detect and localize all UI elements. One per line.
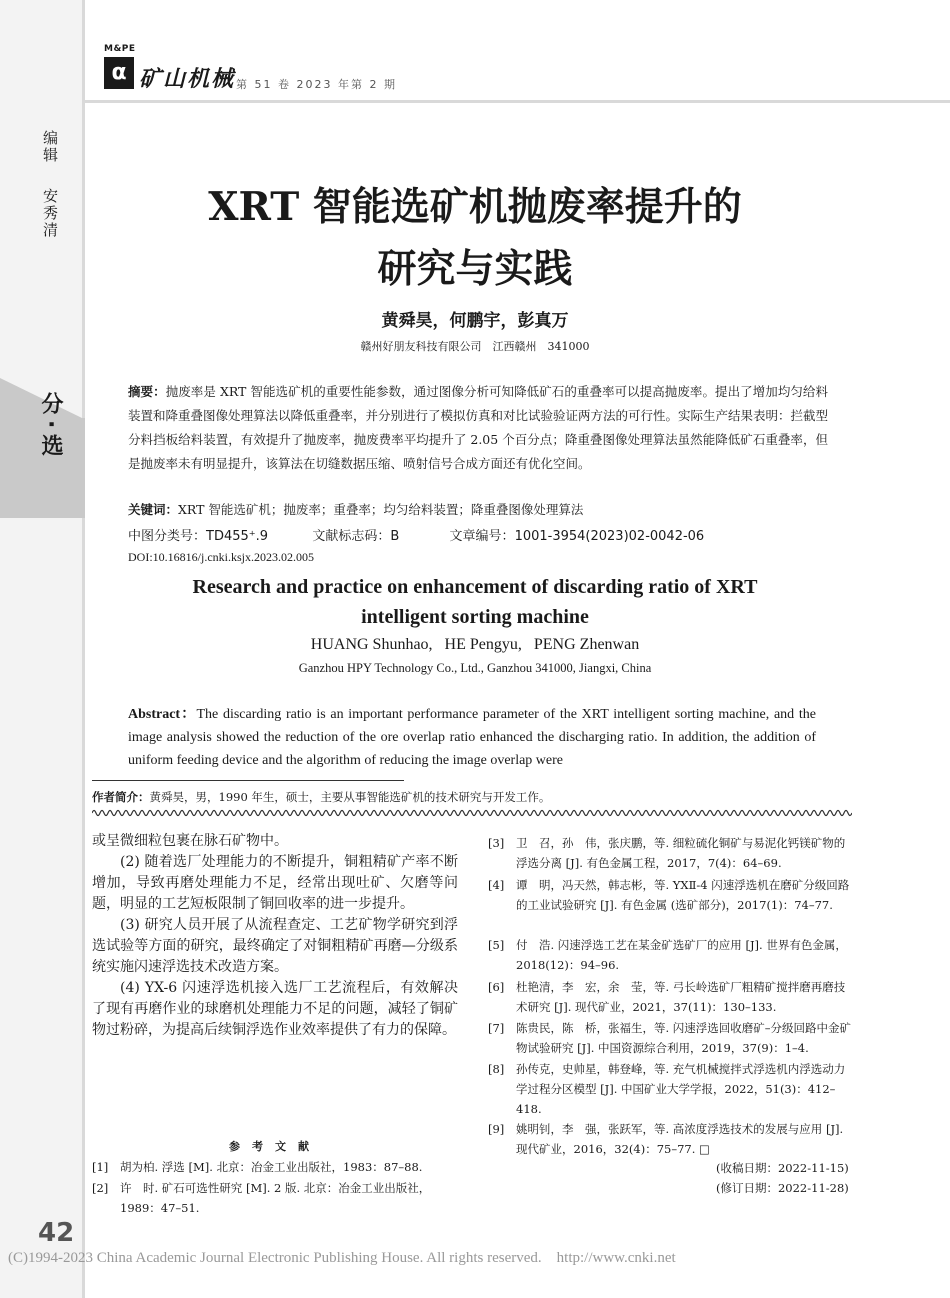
clc-value: TD455⁺.9 bbox=[206, 529, 269, 544]
abstract-cn bbox=[128, 380, 828, 476]
journal-logo-icon: α bbox=[104, 57, 134, 89]
article-title-line1: XRT 智能选矿机抛废率提升的 bbox=[208, 184, 742, 230]
english-title-line2: intelligent sorting machine bbox=[361, 606, 589, 628]
article-title-line2: 研究与实践 bbox=[377, 246, 573, 292]
page-break-divider bbox=[92, 808, 852, 818]
reference-number: [7] bbox=[488, 1021, 505, 1035]
reference-item bbox=[488, 1119, 853, 1159]
left-margin-rule bbox=[82, 0, 85, 1298]
reference-number: [8] bbox=[488, 1062, 505, 1076]
reference-text: 付 浩. 闪速浮选工艺在某金矿选矿厂的应用 [J]. 世界有色金属，2018(12)：94–96. bbox=[516, 938, 847, 972]
body-left-column bbox=[92, 831, 458, 1041]
english-authors: HUANG Shunhao, HE Pengyu, PENG Zhenwan bbox=[310, 636, 640, 653]
author-footnote-label: 作者简介： bbox=[92, 790, 150, 804]
authors: 黄舜昊，何鹏宇，彭真万 bbox=[381, 311, 569, 331]
journal-logo-text: M&PE bbox=[104, 44, 136, 54]
abstract-cn-text: 抛废率是 XRT 智能选矿机的重要性能参数，通过图像分析可知降低矿石的重叠率可以提高抛废率。提出了增加均匀给料装置和降重叠图像处理算法以降低重叠率，并分别进行了模拟仿真和对比试验验证两方法的可行性。实际生产结果表明：拦截型分料挡板给料装置，有效提升了抛废率，抛废费率平均提升了 2.05 个百分点；降重叠图像处理算法虽然能降低矿石重叠率，但是抛废率未有明显提升，该算法在切缝数据压缩、喷射信号合成方面还有优化空间。 bbox=[128, 384, 829, 471]
reference-text: 胡为柏. 浮选 [M]. 北京：冶金工业出版社，1983：87–88. bbox=[120, 1160, 423, 1174]
section-label: 分·选 bbox=[38, 392, 63, 463]
copyright-watermark: (C)1994-2023 China Academic Journal Electronic Publishing House. All rights reserved. http://www.cnki.net bbox=[8, 1250, 676, 1266]
doc-code-value: B bbox=[390, 529, 400, 544]
reference-item bbox=[488, 977, 853, 1017]
keywords-cn bbox=[128, 500, 828, 518]
reference-number: [3] bbox=[488, 836, 505, 850]
reference-text: 卫 召，孙 伟，张庆鹏，等. 细粒硫化铜矿与易泥化钙镁矿物的浮选分离 [J]. 有色金属工程，2017，7(4)：64–69. bbox=[516, 836, 846, 870]
references-title: 参考文献 bbox=[229, 1140, 321, 1153]
reference-text: 姚明钊，李 强，张跃军，等. 高浓度浮选技术的发展与应用 [J]. 现代矿业，2016，32(4)：75–77. □ bbox=[516, 1122, 844, 1156]
reference-item bbox=[92, 1178, 458, 1218]
classification-line bbox=[128, 525, 828, 544]
keywords-cn-text: XRT 智能选矿机；抛废率；重叠率；均匀给料装置；降重叠图像处理算法 bbox=[178, 502, 584, 517]
received-date: (收稿日期：2022-11-15) bbox=[716, 1161, 849, 1175]
reference-number: [2] bbox=[92, 1181, 109, 1195]
journal-name: 矿山机械 bbox=[139, 66, 236, 92]
reference-text: 杜艳清，李 宏，余 莹，等. 弓长岭选矿厂粗精矿搅拌磨再磨技术研究 [J]. 现代矿业，2021，37(11)：130–133. bbox=[516, 980, 846, 1014]
reference-item bbox=[488, 833, 853, 873]
article-no-label: 文章编号： bbox=[449, 529, 515, 544]
reference-text: 陈贵民，陈 桥，张福生，等. 闪速浮选回收磨矿–分级回路中金矿物试验研究 [J]. 中国资源综合利用，2019，37(9)：1–4. bbox=[516, 1021, 852, 1055]
header-rule bbox=[82, 100, 950, 103]
reference-number: [4] bbox=[488, 878, 505, 892]
reference-text: 许 时. 矿石可选性研究 [M]. 2 版. 北京：冶金工业出版社，1989：47–51. bbox=[120, 1181, 431, 1215]
body-paragraph: (3) 研究人员开展了从流程查定、工艺矿物学研究到浮选试验等方面的研究，最终确定了对铜粗精矿再磨—分级系统实施闪速浮选技术改造方案。 bbox=[92, 917, 458, 975]
reference-number: [5] bbox=[488, 938, 505, 952]
doi: DOI:10.16816/j.cnki.ksjx.2023.02.005 bbox=[128, 550, 314, 564]
reference-number: [1] bbox=[92, 1160, 109, 1174]
article-no-value: 1001-3954(2023)02-0042-06 bbox=[514, 529, 705, 544]
reference-item bbox=[488, 1059, 853, 1119]
clc-label: 中图分类号： bbox=[128, 529, 207, 544]
reference-number: [9] bbox=[488, 1122, 505, 1136]
english-abstract bbox=[128, 703, 816, 772]
revised-date: (修订日期：2022-11-28) bbox=[716, 1181, 849, 1195]
english-abstract-text: The discarding ratio is an important performance parameter of the XRT intelligent sorting machine, and the image analysis showed the reduction of the ore overlap ratio enhanced the discharging ratio. In addition, the addition of uniform feeding device and the algorithm of reducing the image overlap were bbox=[128, 707, 816, 768]
affiliation: 赣州好朋友科技有限公司 江西赣州 341000 bbox=[360, 340, 590, 353]
keywords-cn-label: 关键词： bbox=[128, 502, 179, 517]
page-number: 42 bbox=[38, 1218, 75, 1248]
reference-item bbox=[488, 1018, 853, 1058]
article-title bbox=[110, 176, 840, 300]
editor-label: 编辑 bbox=[41, 130, 59, 164]
issue-info: 第 51 卷 2023 年第 2 期 bbox=[236, 78, 397, 91]
author-footnote-text: 黄舜昊，男，1990 年生，硕士，主要从事智能选矿机的技术研究与开发工作。 bbox=[149, 790, 551, 804]
body-paragraph: (4) YX-6 闪速浮选机接入选厂工艺流程后，有效解决了现有再磨作业的球磨机处理能力不足的问题，减轻了铜矿物过粉碎，为提高后续铜浮选作业效率提供了有力的保障。 bbox=[92, 980, 458, 1038]
body-paragraph: 或呈微细粒包裹在脉石矿物中。 bbox=[92, 833, 288, 849]
abstract-cn-label: 摘要： bbox=[128, 384, 166, 399]
doc-code-label: 文献标志码： bbox=[312, 529, 391, 544]
english-title bbox=[110, 572, 840, 632]
reference-number: [6] bbox=[488, 980, 505, 994]
editor-name: 安秀清 bbox=[41, 188, 59, 239]
reference-text: 谭 明，冯天然，韩志彬，等. YXⅡ-4 闪速浮选机在磨矿分级回路的工业试验研究 [J]. 有色金属 (选矿部分)，2017(1)：74–77. bbox=[516, 878, 850, 912]
reference-item bbox=[488, 935, 853, 975]
reference-item bbox=[488, 875, 853, 915]
body-paragraph: (2) 随着选厂处理能力的不断提升，铜粗精矿产率不断增加，导致再磨处理能力不足，经常出现吐矿、欠磨等问题，明显的工艺短板限制了铜回收率的进一步提升。 bbox=[92, 854, 458, 912]
english-abstract-label: Abstract： bbox=[128, 707, 197, 722]
reference-text: 孙传克，史帅星，韩登峰，等. 充气机械搅拌式浮选机内浮选动力学过程分区模型 [J]. 中国矿业大学学报，2022，51(3)：412–418. bbox=[516, 1062, 846, 1116]
english-affiliation: Ganzhou HPY Technology Co., Ltd., Ganzhou 341000, Jiangxi, China bbox=[298, 661, 652, 675]
english-title-line1: Research and practice on enhancement of discarding ratio of XRT bbox=[192, 576, 758, 598]
reference-item bbox=[92, 1157, 458, 1177]
author-footnote bbox=[92, 789, 550, 805]
footnote-rule bbox=[92, 780, 404, 781]
